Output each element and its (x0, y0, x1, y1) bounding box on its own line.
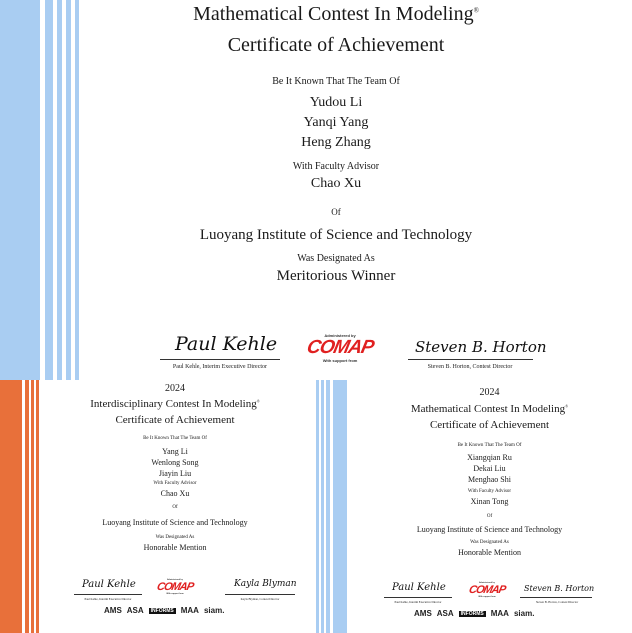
comap-logo: Administered by COMAP With support from (467, 582, 507, 598)
comap-logo: Administered by COMAP With support from (155, 579, 195, 595)
signature-paul-kehle: Paul Kehle (82, 579, 136, 590)
signature-caption: Paul Kehle, Interim Executive Director (84, 597, 132, 601)
signature-line (520, 597, 592, 598)
team-member: Jiayin Liu (158, 469, 192, 478)
institution-name: Luoyang Institute of Science and Technology (199, 227, 473, 243)
team-member: Wenlong Song (151, 458, 199, 467)
signature-caption: Paul Kehle, Interim Executive Director (172, 364, 268, 370)
designated-label: Was Designated As (155, 535, 195, 540)
sponsor-logo: AMS (414, 609, 432, 618)
team-member: Xiangqian Ru (467, 453, 512, 462)
team-member: Menghao Shi (468, 475, 511, 484)
sponsor-logo: MAA (490, 609, 509, 618)
year: 2024 (165, 383, 185, 394)
signature-kayla-blyman: Kayla Blyman (234, 579, 297, 589)
sponsor-logos (414, 609, 534, 618)
advisor-label: With Faculty Advisor (153, 481, 197, 486)
sponsor-logo: siam. (203, 606, 225, 615)
signature-steven-horton: Steven B. Horton (524, 584, 595, 593)
designation-award: Honorable Mention (458, 548, 521, 557)
sponsor-logo: INFORMS (460, 610, 484, 617)
advisor-label: With Faculty Advisor (467, 489, 512, 494)
contest-title: Mathematical Contest In Modeling® (193, 3, 479, 25)
of-label: Of (486, 514, 493, 519)
sponsor-logo: MAA (180, 606, 199, 615)
signature-caption: Kayla Blyman, Contest Director (240, 597, 280, 601)
certificate-title: Certificate of Achievement (429, 419, 550, 431)
signature-line (408, 359, 533, 360)
designation-award: Honorable Mention (143, 543, 207, 552)
year: 2024 (479, 387, 500, 398)
institution-name: Luoyang Institute of Science and Technology (416, 525, 563, 534)
of-label: Of (331, 207, 341, 217)
designated-label: Was Designated As (470, 540, 509, 545)
sponsor-logo: AMS (104, 606, 122, 615)
advisor-name: Chao Xu (160, 489, 190, 498)
of-label: Of (172, 505, 178, 510)
sponsor-logo: ASA (436, 609, 454, 618)
sponsor-logo: ASA (126, 606, 144, 615)
be-it-known-text: Be It Known That The Team Of (457, 443, 522, 448)
comap-logo: Administered by COMAP With support from (304, 333, 376, 363)
signature-paul-kehle: Paul Kehle (392, 582, 446, 593)
designation-award: Meritorious Winner (276, 268, 396, 284)
signature-caption: Paul Kehle, Interim Executive Director (394, 600, 442, 604)
sponsor-logo: INFORMS (150, 607, 174, 614)
signature-caption: Steven B. Horton, Contest Director (535, 600, 579, 604)
mcm-certificate (316, 380, 632, 633)
advisor-label: With Faculty Advisor (292, 161, 380, 172)
signature-caption: Steven B. Horton, Contest Director (427, 364, 513, 370)
signature-line (160, 359, 280, 360)
team-member: Yanqi Yang (303, 115, 369, 130)
contest-title: Interdisciplinary Contest In Modeling® (90, 398, 260, 410)
certificate-title: Certificate of Achievement (115, 414, 235, 426)
signature-line (384, 597, 452, 598)
icm-certificate (0, 380, 316, 633)
designated-label: Was Designated As (297, 253, 375, 264)
team-member: Yang Li (162, 447, 188, 456)
sponsor-logo: siam. (513, 609, 535, 618)
certificate-title: Certificate of Achievement (227, 34, 445, 56)
be-it-known-text: Be It Known That The Team Of (143, 436, 207, 441)
contest-title: Mathematical Contest In Modeling® (410, 403, 569, 415)
signature-paul-kehle: Paul Kehle (175, 333, 278, 355)
sponsor-logos (104, 606, 224, 615)
be-it-known-text: Be It Known That The Team Of (272, 76, 400, 87)
advisor-name: Xinan Tong (470, 497, 509, 506)
signature-steven-horton: Steven B. Horton (415, 338, 547, 356)
signature-line (74, 594, 142, 595)
blue-stripe-decoration (316, 380, 347, 633)
advisor-name: Chao Xu (310, 176, 362, 191)
institution-name: Luoyang Institute of Science and Technology (102, 518, 248, 527)
team-member: Heng Zhang (301, 135, 371, 150)
team-member: Yudou Li (309, 95, 363, 110)
team-member: Dekai Liu (473, 464, 506, 473)
signature-line (225, 594, 295, 595)
